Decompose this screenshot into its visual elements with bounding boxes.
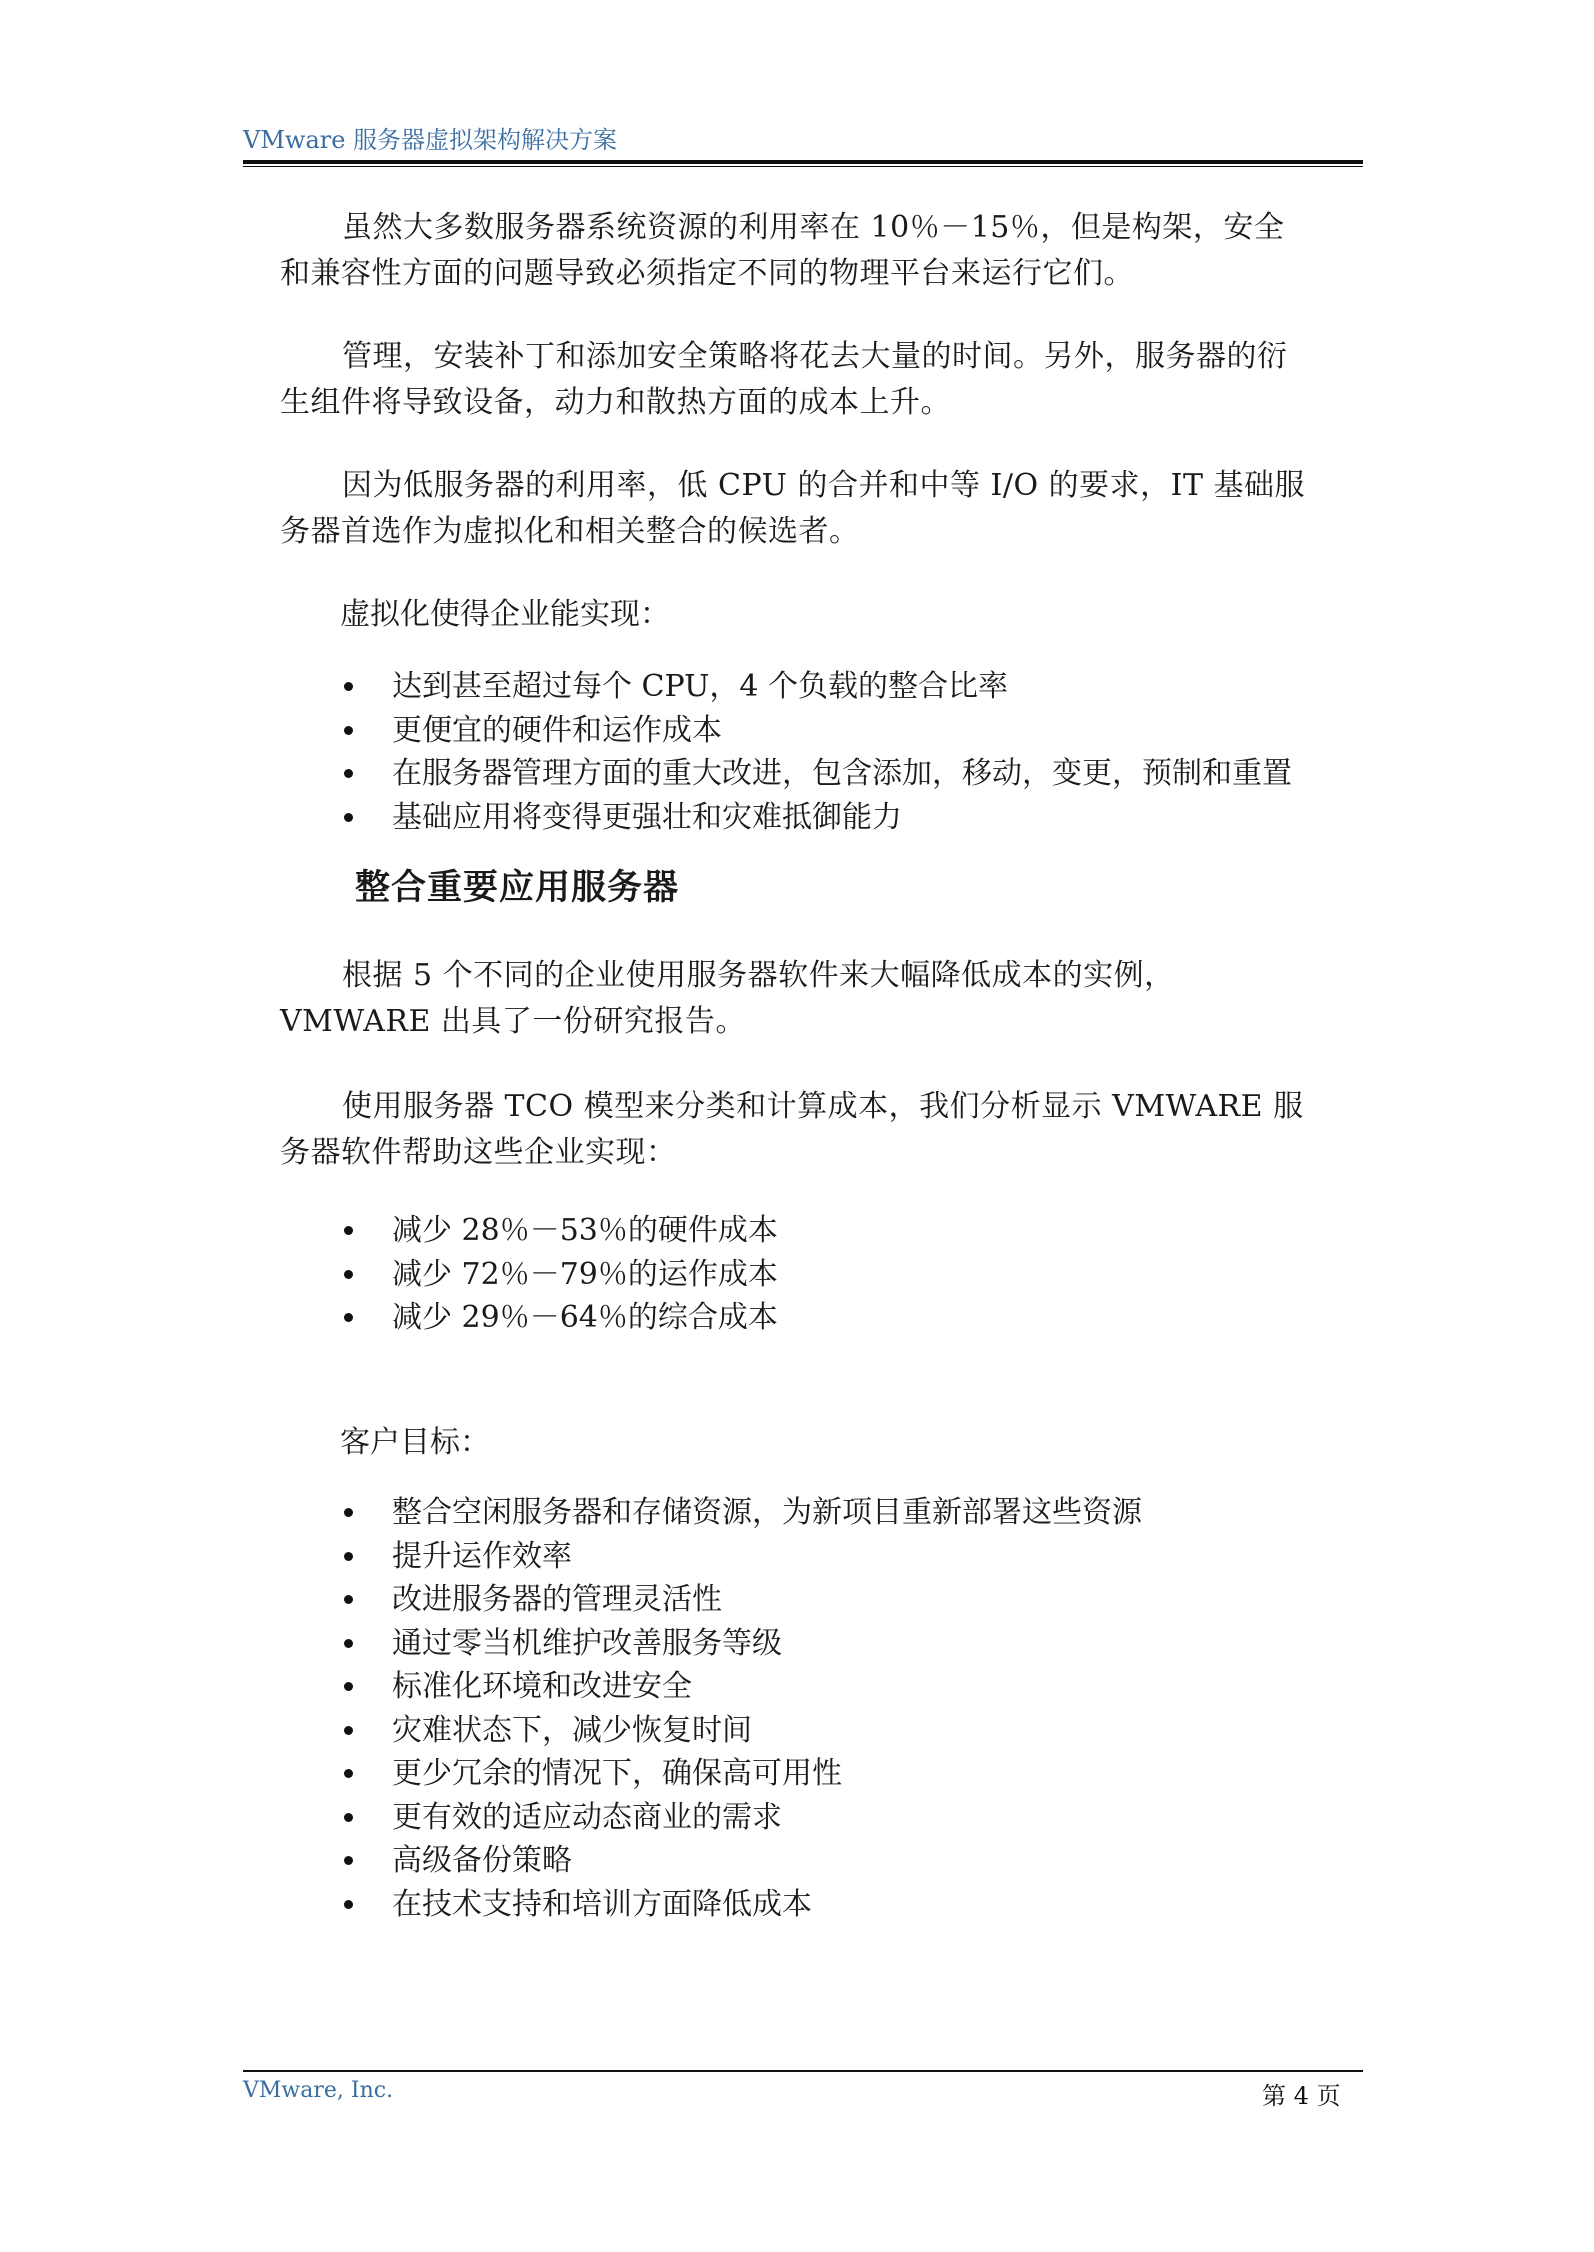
bullet-item [340, 1578, 1142, 1622]
bullet-list-virtualization-benefits [340, 665, 1292, 839]
bullet-dot-icon [344, 1508, 353, 1517]
bullet-dot-icon [344, 1313, 353, 1322]
paragraph-virtualization-intro: 虚拟化使得企业能实现： [340, 597, 670, 632]
paragraph-line: VMWARE 出具了一份研究报告。 [280, 1004, 746, 1039]
bullet-text: 通过零当机维护改善服务等级 [392, 1625, 782, 1661]
bullet-item [340, 1796, 1142, 1840]
paragraph-line: 因为低服务器的利用率，低 CPU 的合并和中等 I/O 的要求，IT 基础服 [342, 468, 1305, 503]
bullet-dot-icon [344, 1552, 353, 1561]
bullet-item [340, 1535, 1142, 1579]
bullet-text: 更便宜的硬件和运作成本 [392, 712, 722, 748]
paragraph-line: 务器首选作为虚拟化和相关整合的候选者。 [280, 514, 860, 549]
bullet-text: 减少 28％－53％的硬件成本 [392, 1213, 778, 1248]
bullet-text: 减少 72％－79％的运作成本 [392, 1256, 778, 1292]
bullet-dot-icon [344, 1226, 353, 1235]
paragraph-line: 务器软件帮助这些企业实现： [280, 1135, 677, 1170]
bullet-item [340, 1622, 1142, 1666]
bullet-item [340, 1709, 1142, 1753]
paragraph-line: 根据 5 个不同的企业使用服务器软件来大幅降低成本的实例， [342, 958, 1175, 993]
bullet-item [340, 709, 1292, 753]
bullet-dot-icon [344, 813, 353, 822]
bullet-text: 灾难状态下，减少恢复时间 [392, 1712, 752, 1748]
bullet-item [340, 752, 1292, 796]
paragraph-line: 虽然大多数服务器系统资源的利用率在 10％－15％，但是构架，安全 [342, 210, 1285, 245]
paragraph-customer-goals: 客户目标： [340, 1425, 490, 1460]
bullet-text: 达到甚至超过每个 CPU，4 个负载的整合比率 [392, 669, 1009, 704]
bullet-text: 整合空闲服务器和存储资源，为新项目重新部署这些资源 [392, 1495, 1142, 1530]
paragraph-management [280, 334, 1340, 426]
bullet-item [340, 1883, 1142, 1927]
paragraph-line: 生组件将导致设备，动力和散热方面的成本上升。 [280, 385, 951, 420]
bullet-text: 减少 29％－64％的综合成本 [392, 1300, 778, 1335]
footer-company: VMware, Inc. [243, 2078, 394, 2103]
bullet-dot-icon [344, 1682, 353, 1691]
paragraph-candidates [280, 463, 1340, 555]
bullet-text: 改进服务器的管理灵活性 [392, 1582, 722, 1617]
paragraph-tco-model [280, 1084, 1340, 1176]
section-heading: 整合重要应用服务器 [355, 868, 680, 908]
bullet-text: 标准化环境和改进安全 [392, 1669, 692, 1704]
bullet-dot-icon [344, 1856, 353, 1865]
bullet-text: 更有效的适应动态商业的需求 [392, 1799, 782, 1835]
bullet-dot-icon [344, 769, 353, 778]
bullet-dot-icon [344, 1813, 353, 1822]
paragraph-line: 管理，安装补丁和添加安全策略将花去大量的时间。另外，服务器的衍 [342, 339, 1288, 374]
paragraph-line: 使用服务器 TCO 模型来分类和计算成本，我们分析显示 VMWARE 服 [342, 1089, 1304, 1124]
bullet-item [340, 1839, 1142, 1883]
bullet-item [340, 1752, 1142, 1796]
bullet-text: 提升运作效率 [392, 1538, 572, 1574]
bullet-item [340, 1665, 1142, 1709]
bullet-item [340, 1296, 778, 1340]
bullet-text: 基础应用将变得更强壮和灾难抵御能力 [392, 799, 902, 835]
bullet-item [340, 1209, 778, 1253]
paragraph-line: 和兼容性方面的问题导致必须指定不同的物理平台来运行它们。 [280, 256, 1134, 291]
bullet-dot-icon [344, 1900, 353, 1909]
bullet-item [340, 665, 1292, 709]
bullet-item [340, 796, 1292, 840]
bullet-dot-icon [344, 682, 353, 691]
bullet-text: 在服务器管理方面的重大改进，包含添加，移动，变更，预制和重置 [392, 756, 1292, 791]
header-rule-thick [243, 160, 1363, 164]
bullet-dot-icon [344, 726, 353, 735]
bullet-list-cost-reductions [340, 1209, 778, 1340]
paragraph-research-report [280, 953, 1340, 1045]
footer-rule [243, 2070, 1363, 2072]
bullet-dot-icon [344, 1639, 353, 1648]
bullet-text: 在技术支持和培训方面降低成本 [392, 1886, 812, 1922]
bullet-list-customer-goals [340, 1491, 1142, 1926]
bullet-dot-icon [344, 1270, 353, 1279]
bullet-dot-icon [344, 1595, 353, 1604]
bullet-text: 高级备份策略 [392, 1843, 572, 1878]
bullet-item [340, 1253, 778, 1297]
running-header-title: VMware 服务器虚拟架构解决方案 [243, 126, 618, 154]
bullet-item [340, 1491, 1142, 1535]
header-rule-thin [243, 166, 1363, 167]
bullet-text: 更少冗余的情况下，确保高可用性 [392, 1756, 842, 1791]
bullet-dot-icon [344, 1726, 353, 1735]
bullet-dot-icon [344, 1769, 353, 1778]
footer-page-number: 第 4 页 [1262, 2082, 1341, 2110]
paragraph-utilization [280, 205, 1340, 297]
